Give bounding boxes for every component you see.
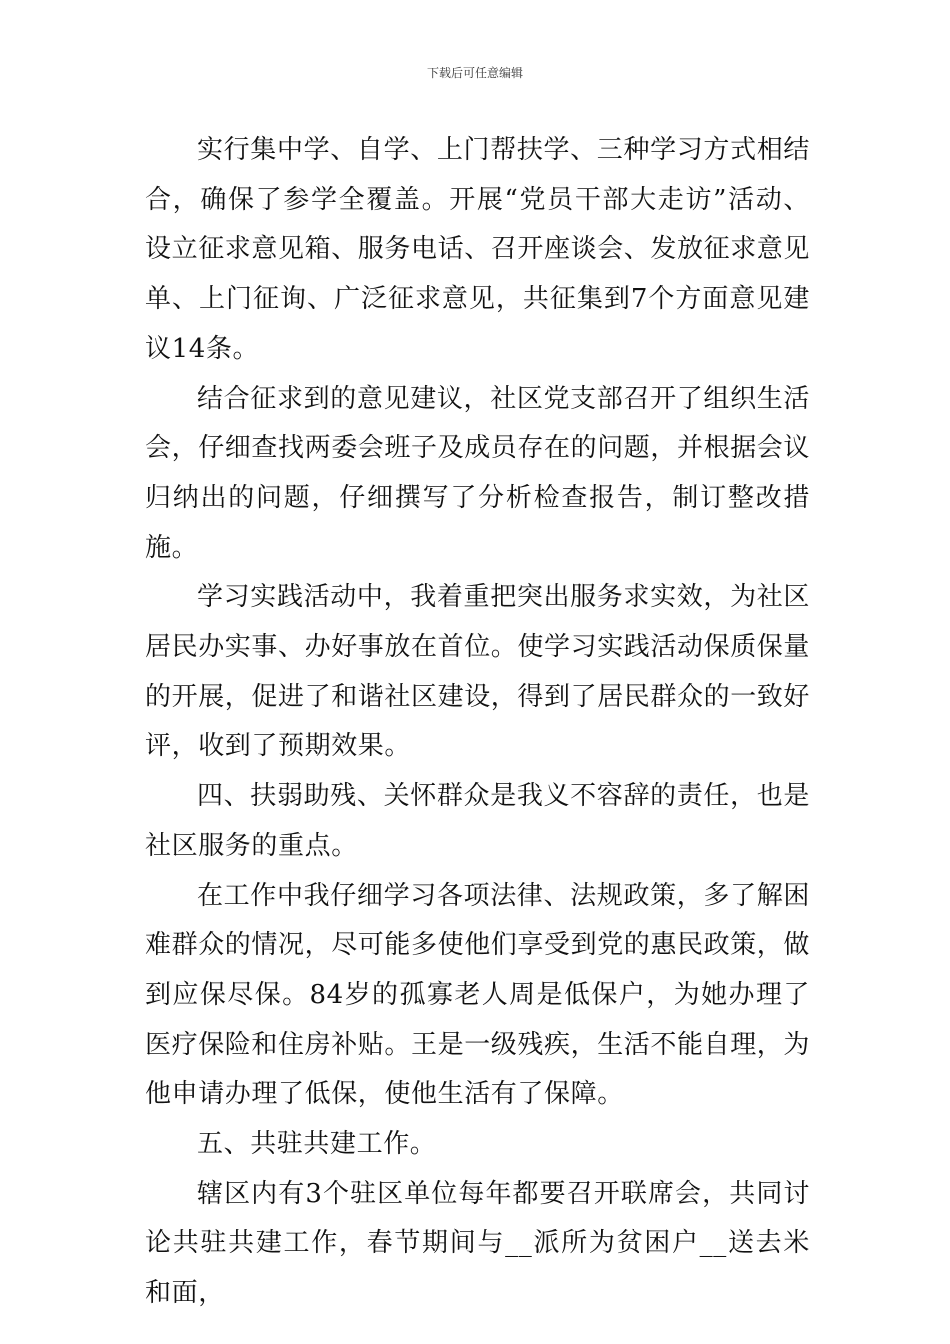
page-header: 下载后可任意编辑 xyxy=(426,66,523,80)
paragraph-practice-activity: 学习实践活动中，我着重把突出服务求实效，为社区居民办实事、办好事放在首位。使学习实践活动保质保量的开展，促进了和谐社区建设，得到了居民群众的一致好评，收到了预期效果。 xyxy=(145,582,811,762)
paragraph-section-four-heading: 四、扶弱助残、关怀群众是我义不容辞的责任，也是社区服务的重点。 xyxy=(145,781,810,861)
paragraph-section-five-heading: 五、共驻共建工作。 xyxy=(197,1129,437,1160)
paragraph-policy-work: 在工作中我仔细学习各项法律、法规政策，多了解困难群众的情况，尽可能多使他们享受到党的惠民政策，做到应保尽保。84岁的孤寡老人周是低保户，为她办理了医疗保险和住房补贴。王是一级残疾，生活不能自理，为他申请办理了低保，使他生活有了保障。 xyxy=(145,880,811,1110)
paragraph-organization-meeting: 结合征求到的意见建议，社区党支部召开了组织生活会，仔细查找两委会班子及成员存在的问题，并根据会议归纳出的问题，仔细撰写了分析检查报告，制订整改措施。 xyxy=(145,383,811,563)
paragraph-study-methods: 实行集中学、自学、上门帮扶学、三种学习方式相结合，确保了参学全覆盖。开展“党员干部大走访”活动、设立征求意见箱、服务电话、召开座谈会、发放征求意见单、上门征询、广泛征求意见，共征集到7个方面意见建议14条。 xyxy=(145,135,811,364)
paragraph-joint-building: 辖区内有3个驻区单位每年都要召开联席会，共同讨论共驻共建工作，春节期间与__派所为贫困户__送去米和面， xyxy=(145,1178,810,1309)
document-body xyxy=(145,126,810,1319)
